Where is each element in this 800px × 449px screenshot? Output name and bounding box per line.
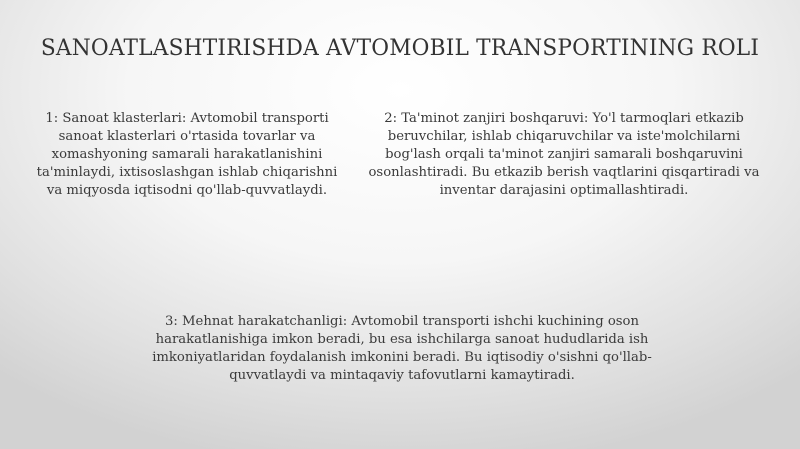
content-block-labor-mobility: 3: Mehnat harakatchanligi: Avtomobil transporti ishchi kuchining oson harakatlanishiga imkon beradi, bu esa ishchilarga sanoat hududlarida ish imkoniyatlaridan foydalanish imkonini beradi. Bu iqtisodiy o'sishni qo'llab-quvvatlaydi va mintaqaviy tafovutlarni kamaytiradi. [152, 314, 652, 383]
slide-title: SANOATLASHTIRISHDA AVTOMOBIL TRANSPORTINING ROLI [40, 36, 760, 61]
content-block-industrial-clusters: 1: Sanoat klasterlari: Avtomobil transporti sanoat klasterlari o'rtasida tovarlar va xomashyoning samarali harakatlanishini ta'minlaydi, ixtisoslashgan ishlab chiqarishni va miqyosda iqtisodni qo'llab-quvvatlaydi. [36, 111, 338, 198]
content-block-supply-chain: 2: Ta'minot zanjiri boshqaruvi: Yo'l tarmoqlari etkazib beruvchilar, ishlab chiqaruvchilar va iste'molchilarni bog'lash orqali ta'minot zanjiri samarali boshqaruvini osonlashtiradi. Bu etkazib berish vaqtlarini qisqartiradi va inventar darajasini optimallashtiradi. [368, 111, 760, 198]
